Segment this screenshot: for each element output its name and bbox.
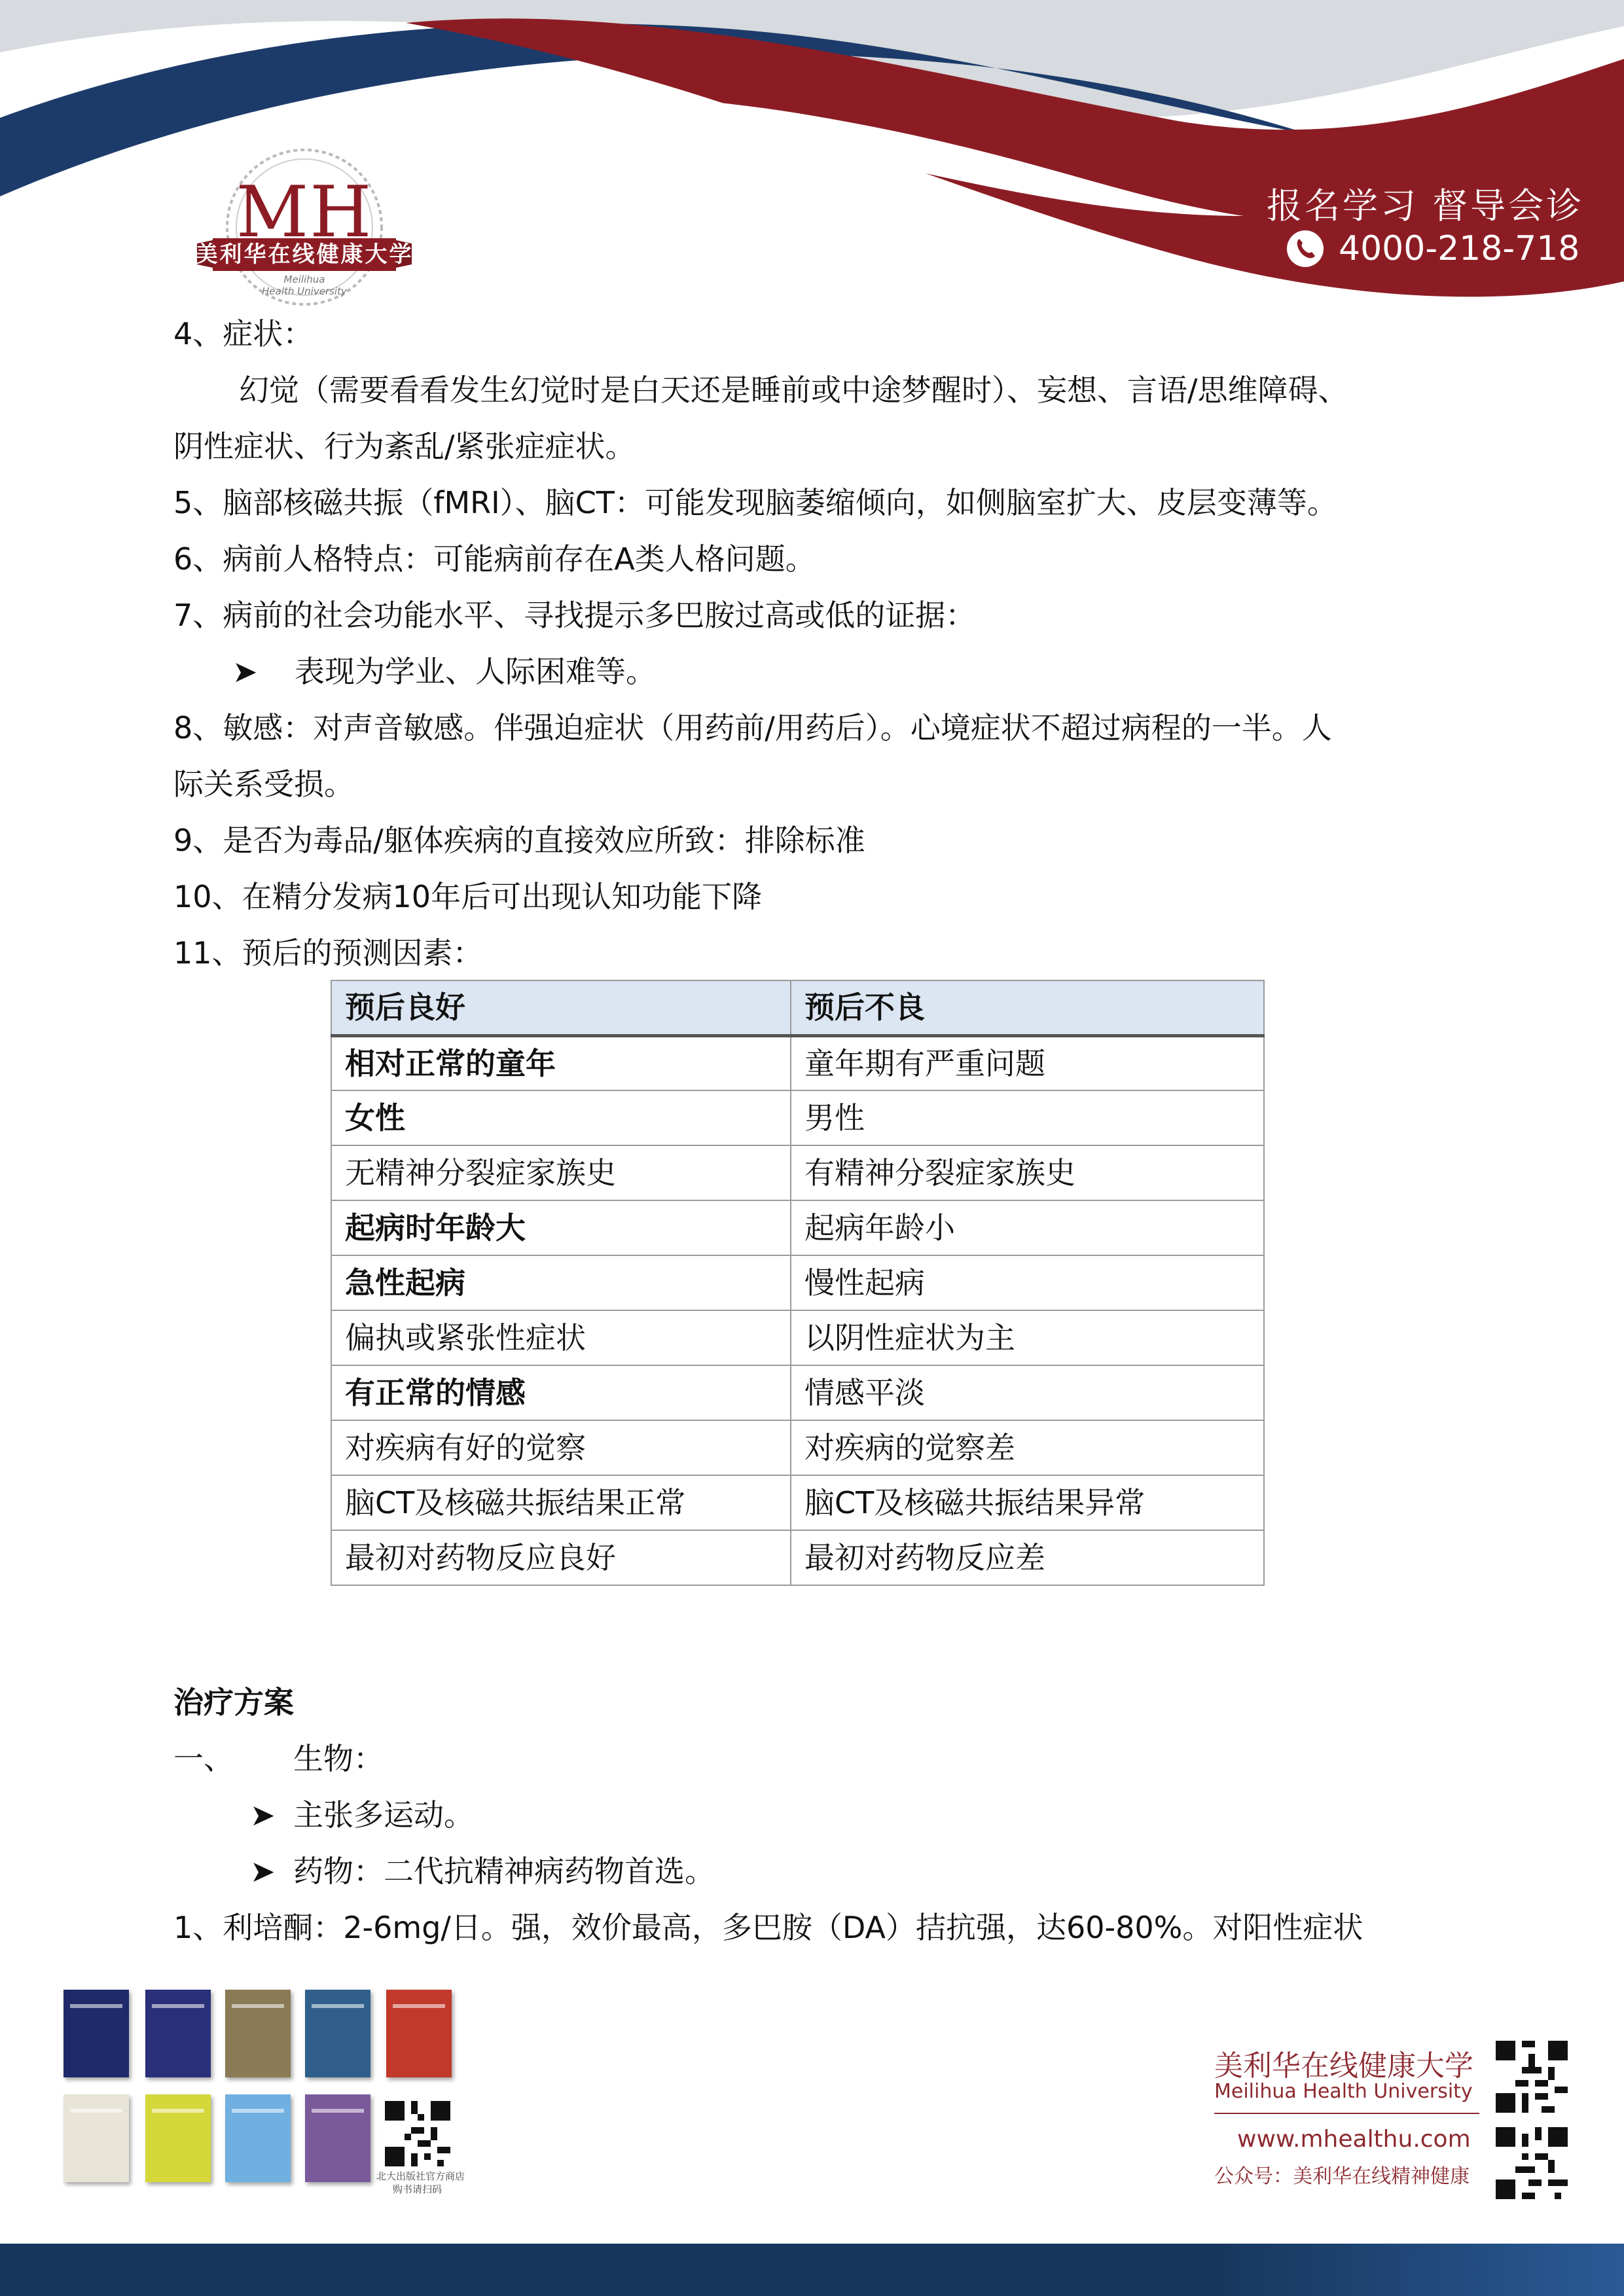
poor-cell: 情感平淡 xyxy=(791,1365,1264,1420)
footer-brand-en: Meilihua Health University xyxy=(1214,2080,1473,2103)
logo-subtitle-1: Meilihua xyxy=(283,274,325,285)
header-slogan: 报名学习 督导会诊 xyxy=(1267,185,1585,226)
treatment-title: 治疗方案 xyxy=(173,1685,294,1720)
good-cell: 最初对药物反应良好 xyxy=(331,1530,791,1585)
table-row xyxy=(331,1365,1264,1420)
book-cover xyxy=(225,1990,291,2077)
header-good-prognosis: 预后良好 xyxy=(331,980,791,1035)
table-header-row xyxy=(331,980,1264,1035)
item4-line1: 幻觉（需要看看发生幻觉时是白天还是睡前或中途梦醒时）、妄想、言语/思维障碍、 xyxy=(239,372,1348,408)
book-cover xyxy=(305,2094,370,2182)
bookstore-qr-code-icon xyxy=(385,2101,450,2166)
book-cover xyxy=(386,1990,452,2077)
book-cover xyxy=(225,2094,291,2182)
book-cover xyxy=(63,1990,129,2077)
footer-divider xyxy=(1214,2113,1479,2114)
item7: 7、病前的社会功能水平、寻找提示多巴胺过高或低的证据： xyxy=(173,598,976,633)
good-cell: 女性 xyxy=(331,1090,791,1145)
good-cell: 有正常的情感 xyxy=(331,1365,791,1420)
item4-line2: 阴性症状、行为紊乱/紧张症症状。 xyxy=(173,429,636,464)
good-cell: 相对正常的童年 xyxy=(331,1035,791,1090)
bookstore-caption-2: 购书请扫码 xyxy=(393,2183,442,2195)
good-cell: 起病时年龄大 xyxy=(331,1200,791,1255)
arrow-bullet-icon: ➤ xyxy=(250,1797,276,1833)
treatment-bullet2-row xyxy=(250,1852,715,1891)
poor-cell: 童年期有严重问题 xyxy=(791,1035,1264,1090)
treatment-section1-number: 一、 xyxy=(173,1741,234,1776)
treatment-bullet2: 药物：二代抗精神病药物首选。 xyxy=(293,1854,715,1889)
website-qr-code-icon xyxy=(1496,2041,1568,2113)
table-row xyxy=(331,1090,1264,1145)
footer-brand-cn: 美利华在线健康大学 xyxy=(1214,2049,1473,2083)
item8-line1: 8、敏感：对声音敏感。伴强迫症状（用药前/用药后）。心境症状不超过病程的一半。人 xyxy=(173,710,1332,745)
good-cell: 脑CT及核磁共振结果正常 xyxy=(331,1475,791,1530)
treatment-bullet1-row xyxy=(250,1795,474,1835)
table-row xyxy=(331,1035,1264,1090)
treatment-item1: 1、利培酮：2-6mg/日。强，效价最高，多巴胺（DA）拮抗强，达60-80%。对阳性症状 xyxy=(173,1910,1363,1945)
phone-icon xyxy=(1286,230,1324,268)
poor-cell: 对疾病的觉察差 xyxy=(791,1420,1264,1475)
good-cell: 急性起病 xyxy=(331,1255,791,1310)
good-cell: 对疾病有好的觉察 xyxy=(331,1420,791,1475)
header-phone xyxy=(1286,229,1579,268)
item7-bullet-text: 表现为学业、人际困难等。 xyxy=(295,654,656,689)
item9: 9、是否为毒品/躯体疾病的直接效应所致：排除标准 xyxy=(173,823,865,858)
logo-subtitle-2: Health University xyxy=(262,285,347,297)
poor-cell: 男性 xyxy=(791,1090,1264,1145)
table-row xyxy=(331,1200,1264,1255)
item8-line2: 际关系受损。 xyxy=(173,766,354,802)
table-row xyxy=(331,1420,1264,1475)
table-row xyxy=(331,1145,1264,1200)
bookstore-caption-1: 北大出版社官方商店 xyxy=(376,2170,465,2182)
poor-cell: 起病年龄小 xyxy=(791,1200,1264,1255)
treatment-bullet1: 主张多运动。 xyxy=(293,1797,474,1833)
footer-band xyxy=(0,2244,1624,2296)
header-poor-prognosis: 预后不良 xyxy=(791,980,1264,1035)
footer-website: www.mhealthu.com xyxy=(1237,2126,1471,2153)
book-cover xyxy=(145,2094,211,2182)
arrow-bullet-icon: ➤ xyxy=(232,654,258,689)
treatment-section1-label: 生物： xyxy=(293,1741,384,1776)
item11: 11、预后的预测因素： xyxy=(173,935,483,971)
good-cell: 偏执或紧张性症状 xyxy=(331,1310,791,1365)
logo-university-name: 美利华在线健康大学 xyxy=(195,242,414,268)
wechat-qr-code-icon xyxy=(1496,2127,1568,2199)
arrow-bullet-icon: ➤ xyxy=(250,1854,276,1889)
book-cover xyxy=(145,1990,211,2077)
item5: 5、脑部核磁共振（fMRI）、脑CT：可能发现脑萎缩倾向，如侧脑室扩大、皮层变薄等。 xyxy=(173,485,1337,520)
poor-cell: 有精神分裂症家族史 xyxy=(791,1145,1264,1200)
book-cover xyxy=(63,2094,129,2182)
mh-logo xyxy=(193,145,416,309)
table-row xyxy=(331,1475,1264,1530)
logo-letters: MH xyxy=(236,171,373,253)
poor-cell: 脑CT及核磁共振结果异常 xyxy=(791,1475,1264,1530)
phone-number: 4000-218-718 xyxy=(1339,229,1580,268)
item10: 10、在精分发病10年后可出现认知功能下降 xyxy=(173,879,763,914)
poor-cell: 最初对药物反应差 xyxy=(791,1530,1264,1585)
prognosis-table xyxy=(331,980,1265,1586)
book-cover xyxy=(305,1990,370,2077)
table-row xyxy=(331,1530,1264,1585)
table-row xyxy=(331,1255,1264,1310)
footer-wechat: 公众号：美利华在线精神健康 xyxy=(1214,2165,1470,2188)
item7-bullet-row xyxy=(232,652,656,691)
item4-heading: 4、症状： xyxy=(173,316,314,351)
table-row xyxy=(331,1310,1264,1365)
poor-cell: 慢性起病 xyxy=(791,1255,1264,1310)
poor-cell: 以阴性症状为主 xyxy=(791,1310,1264,1365)
item6: 6、病前人格特点：可能病前存在A类人格问题。 xyxy=(173,541,816,577)
good-cell: 无精神分裂症家族史 xyxy=(331,1145,791,1200)
